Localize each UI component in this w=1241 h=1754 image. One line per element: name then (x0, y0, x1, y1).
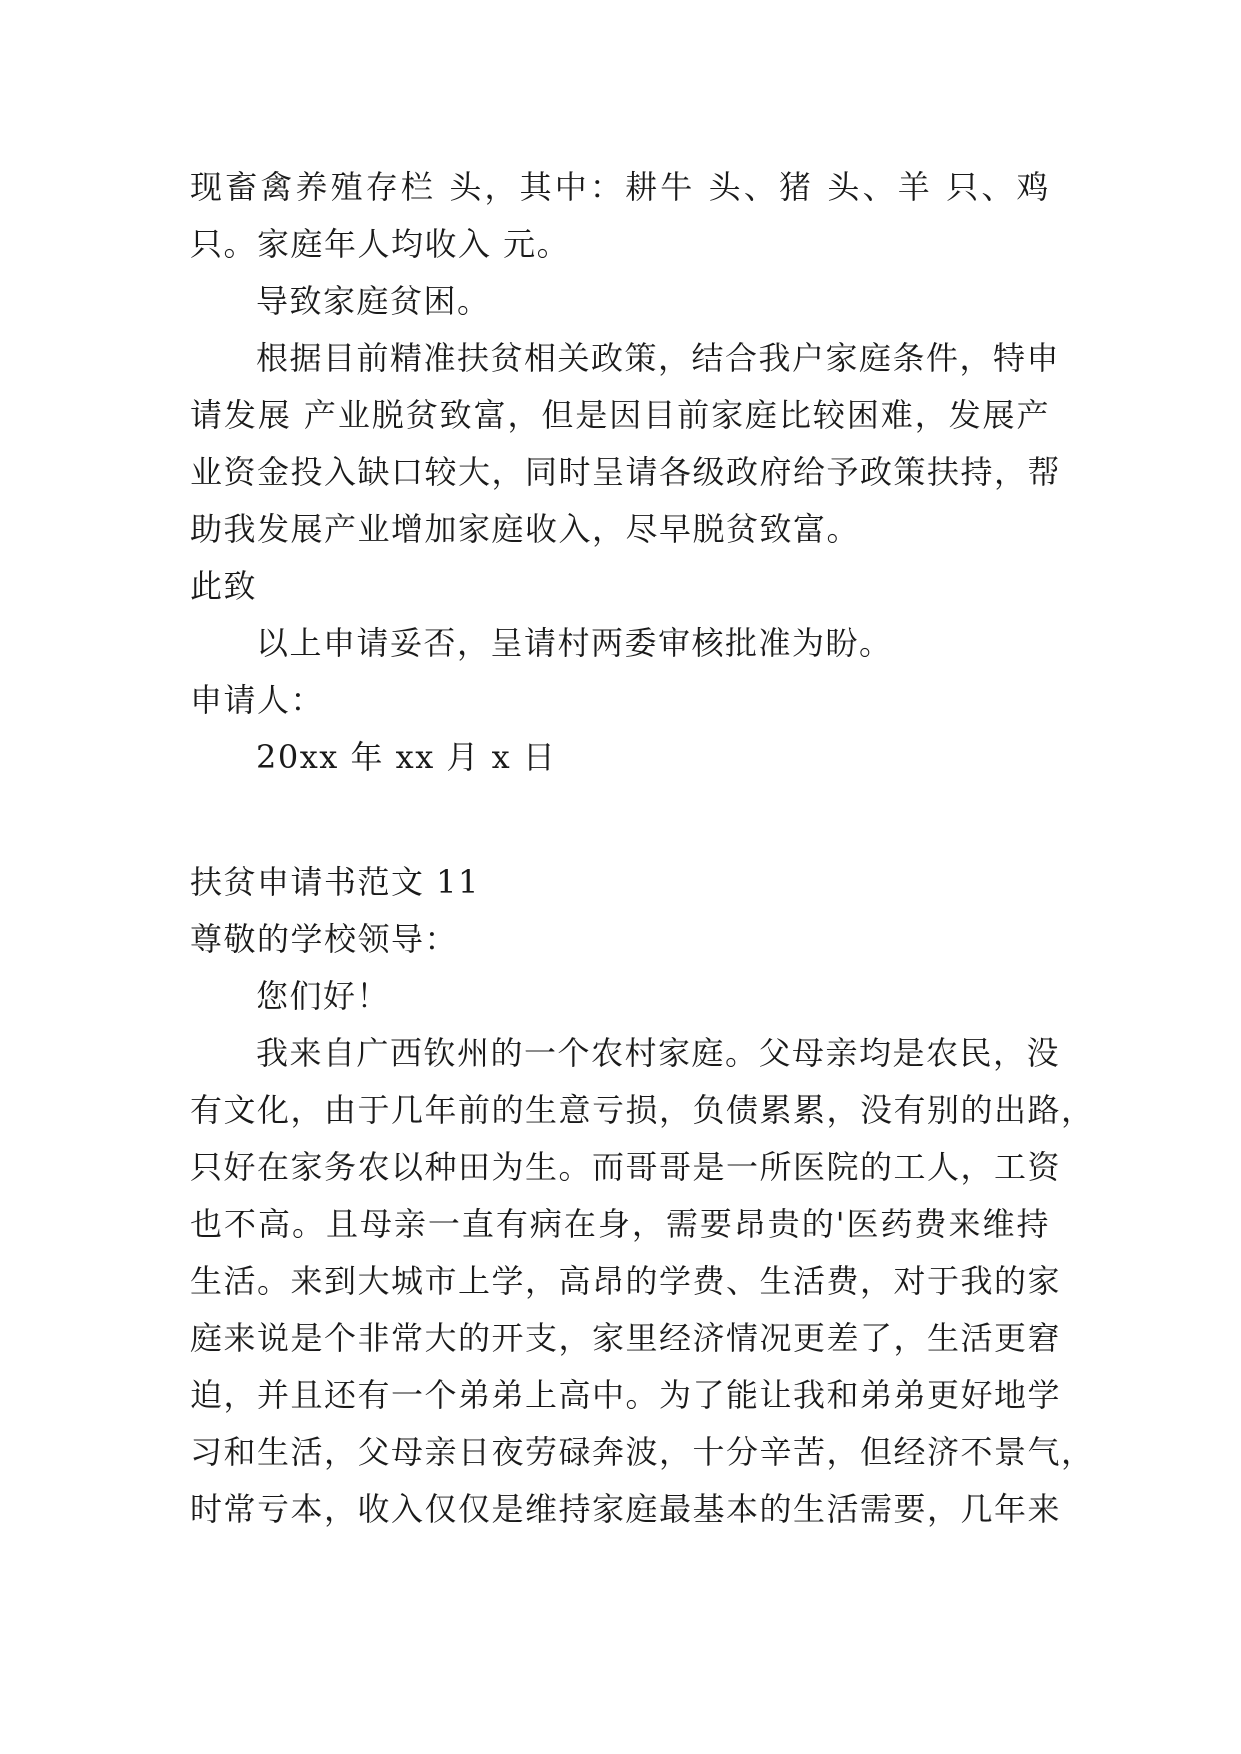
text-line: 迫，并且还有一个弟弟上高中。为了能让我和弟弟更好地学 (190, 1376, 1062, 1414)
section-title: 扶贫申请书范文 11 (190, 863, 480, 901)
text-line: 时常亏本，收入仅仅是维持家庭最基本的生活需要，几年来 (190, 1490, 1062, 1528)
text-line: 我来自广西钦州的一个农村家庭。父母亲均是农民，没 (256, 1034, 1061, 1072)
date-line: 20xx 年 xx 月 x 日 (256, 738, 557, 776)
greeting-addressee: 尊敬的学校领导： (190, 920, 459, 958)
text-line: 只。家庭年人均收入 元。 (190, 225, 571, 263)
text-line: 请发展 产业脱贫致富，但是因目前家庭比较困难，发展产 (190, 396, 1050, 434)
greeting: 您们好！ (256, 977, 391, 1015)
text-line: 助我发展产业增加家庭收入，尽早脱贫致富。 (190, 510, 861, 548)
text-line: 业资金投入缺口较大，同时呈请各级政府给予政策扶持，帮 (190, 453, 1062, 491)
text-line: 导致家庭贫困。 (256, 282, 491, 320)
text-line: 根据目前精准扶贫相关政策，结合我户家庭条件，特申 (256, 339, 1061, 377)
text-line: 以上申请妥否，呈请村两委审核批准为盼。 (256, 624, 893, 662)
text-line: 生活。来到大城市上学，高昂的学费、生活费，对于我的家 (190, 1262, 1062, 1300)
text-line: 现畜禽养殖存栏 头，其中：耕牛 头、猪 头、羊 只、鸡 (190, 168, 1050, 206)
applicant-label: 申请人： (190, 681, 325, 719)
text-line: 只好在家务农以种田为生。而哥哥是一所医院的工人，工资 (190, 1148, 1062, 1186)
text-line: 习和生活，父母亲日夜劳碌奔波，十分辛苦，但经济不景气， (190, 1433, 1095, 1471)
text-line: 庭来说是个非常大的开支，家里经济情况更差了，生活更窘 (190, 1319, 1062, 1357)
text-line: 也不高。且母亲一直有病在身，需要昂贵的'医药费来维持 (190, 1205, 1050, 1243)
closing-salutation: 此致 (190, 567, 258, 605)
text-line: 有文化，由于几年前的生意亏损，负债累累，没有别的出路， (190, 1091, 1095, 1129)
